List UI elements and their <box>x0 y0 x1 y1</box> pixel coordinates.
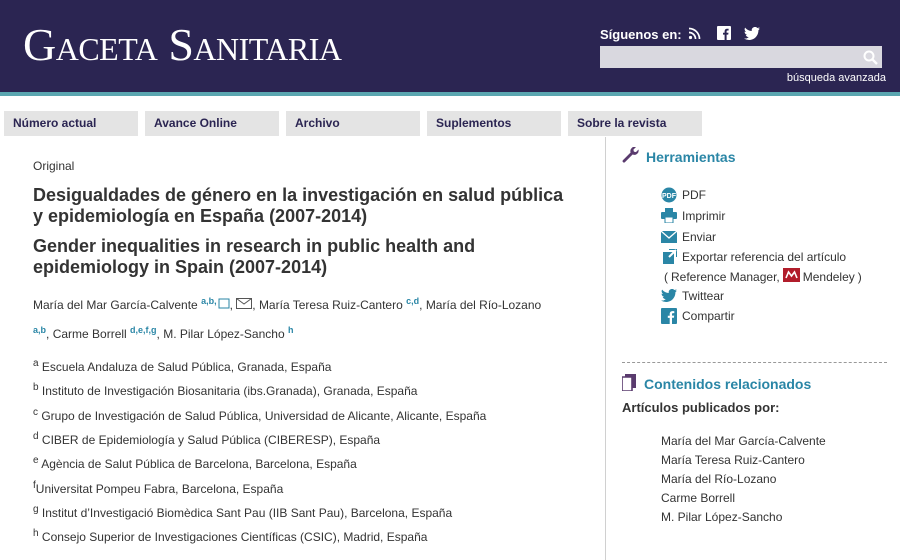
tool-twitter-label[interactable]: Twittear <box>682 288 725 303</box>
affiliation-letter: c <box>33 407 38 418</box>
author-affiliation-ref[interactable]: d,e,f,g <box>130 325 157 336</box>
related-heading <box>622 374 811 394</box>
affiliation-letter: f <box>33 480 36 491</box>
affiliation-text: Instituto de Investigación Biosanitaria (ibs.Granada), Granada, España <box>41 384 418 398</box>
article-title-english: Gender inequalities in research in public health and epidemiology in Spain (2007-2014) <box>33 236 476 277</box>
tool-twitter[interactable] <box>661 288 724 303</box>
nav-tab-about[interactable]: Sobre la revista <box>568 111 702 136</box>
affiliation-text: Universitat Pompeu Fabra, Barcelona, España <box>35 482 284 496</box>
mendeley-icon <box>783 268 800 285</box>
tool-send-label[interactable]: Enviar <box>682 229 717 244</box>
envelope-icon <box>661 229 677 244</box>
affiliation-letter: d <box>33 431 39 442</box>
related-author-link[interactable]: M. Pilar López-Sancho <box>661 510 783 524</box>
export-icon <box>661 249 677 264</box>
search-icon[interactable] <box>858 46 882 68</box>
author-name[interactable]: María del Mar García-Calvente <box>33 298 198 312</box>
header-stripe <box>0 92 900 96</box>
affiliation-item <box>33 407 486 423</box>
reference-managers <box>664 268 862 285</box>
affiliation-item <box>33 358 331 374</box>
document-icon <box>622 374 636 394</box>
article-section-type: Original <box>33 159 75 173</box>
affiliation-letter: b <box>33 382 39 393</box>
email-icon[interactable] <box>236 293 252 318</box>
tool-print[interactable] <box>661 208 725 223</box>
sidebar-divider <box>605 137 606 560</box>
svg-text:PDF: PDF <box>662 192 676 200</box>
tools-heading-text: Herramientas <box>646 148 736 165</box>
facebook-icon[interactable] <box>716 26 732 40</box>
tool-share[interactable] <box>661 308 735 323</box>
paren-open: ( <box>664 269 668 284</box>
tool-send[interactable] <box>661 229 716 244</box>
author-affiliation-ref[interactable]: a,b <box>33 325 47 336</box>
author-affiliation-ref[interactable]: h <box>287 325 294 336</box>
related-author-link[interactable]: Carme Borrell <box>661 491 736 505</box>
facebook-icon <box>661 308 677 323</box>
wrench-icon <box>622 147 640 166</box>
site-logo[interactable]: Gaceta Sanitaria <box>23 19 342 70</box>
correspondence-icon[interactable] <box>218 293 230 318</box>
tool-pdf-label[interactable]: PDF <box>682 187 706 202</box>
tool-print-label[interactable]: Imprimir <box>682 208 726 223</box>
affiliation-text: Escuela Andaluza de Salud Pública, Granada, España <box>41 360 332 374</box>
tool-pdf[interactable] <box>661 187 706 202</box>
follow-label: Síguenos en: <box>600 27 682 42</box>
affiliation-text: Consejo Superior de Investigaciones Científicas (CSIC), Madrid, España <box>41 530 428 544</box>
tool-export-reference[interactable] <box>661 249 846 264</box>
twitter-icon[interactable] <box>744 26 760 40</box>
affiliation-item <box>33 431 380 447</box>
reference-manager-link[interactable]: Reference Manager, <box>671 269 780 284</box>
nav-tab-online-first[interactable]: Avance Online <box>145 111 279 136</box>
search-input[interactable] <box>600 46 882 68</box>
affiliation-item <box>33 455 357 471</box>
article-title-spanish: Desigualdades de género en la investigación en salud pública y epidemiología en España (2007-2014) <box>33 185 564 226</box>
affiliation-item <box>33 504 452 520</box>
pdf-icon <box>661 187 677 202</box>
rss-icon[interactable] <box>686 26 702 40</box>
affiliation-text: CIBER de Epidemiología y Salud Pública (CIBERESP), España <box>41 433 381 447</box>
affiliation-letter: h <box>33 528 39 539</box>
related-author-link[interactable]: María del Río-Lozano <box>661 472 777 486</box>
nav-tab-archive[interactable]: Archivo <box>286 111 420 136</box>
site-header <box>0 0 900 92</box>
nav-tab-supplements[interactable]: Suplementos <box>427 111 561 136</box>
author-name[interactable]: María Teresa Ruiz-Cantero <box>258 298 403 312</box>
main-nav <box>4 111 704 136</box>
tools-heading <box>622 147 736 166</box>
mendeley-link[interactable]: Mendeley <box>802 269 855 284</box>
printer-icon <box>661 208 677 223</box>
affiliation-item <box>33 480 283 496</box>
affiliation-text: Grupo de Investigación de Salud Pública, Universidad de Alicante, Alicante, España <box>41 409 487 423</box>
affiliation-item <box>33 382 417 398</box>
affiliation-letter: g <box>33 504 39 515</box>
affiliation-item <box>33 528 427 544</box>
paren-close: ) <box>857 269 862 284</box>
author-name[interactable]: M. Pilar López-Sancho <box>163 327 285 342</box>
tool-share-label[interactable]: Compartir <box>682 308 735 323</box>
affiliation-text: Agència de Salut Pública de Barcelona, Barcelona, España <box>41 457 357 471</box>
affiliation-text: Institut d’Investigació Biomèdica Sant Pau (IIB Sant Pau), Barcelona, España <box>41 506 453 520</box>
affiliation-letter: a <box>33 358 39 369</box>
affiliation-letter: e <box>33 455 39 466</box>
author-name[interactable]: María del Río-Lozano <box>425 298 542 312</box>
sidebar-separator <box>622 362 887 363</box>
tool-export-label[interactable]: Exportar referencia del artículo <box>682 249 847 264</box>
twitter-icon <box>661 288 677 303</box>
related-author-link[interactable]: María Teresa Ruiz-Cantero <box>661 453 805 467</box>
related-heading-text: Contenidos relacionados <box>644 376 812 392</box>
published-by-label: Artículos publicados por: <box>622 400 780 415</box>
author-name[interactable]: Carme Borrell <box>52 327 127 342</box>
related-author-link[interactable]: María del Mar García-Calvente <box>661 434 826 448</box>
advanced-search-link[interactable]: búsqueda avanzada <box>786 72 886 84</box>
author-list: María del Mar García-Calvente $^{a,b,}$ , , María Teresa Ruiz-Cantero $^{c,d}$, María del Río-Lozano $^{a,b}$, Carme Borrell $^{d,e,f,g}$, M. Pilar López-Sancho $^h$ <box>33 289 543 347</box>
author-affiliation-ref[interactable]: c,d <box>406 296 420 306</box>
nav-tab-current-issue[interactable]: Número actual <box>4 111 138 136</box>
author-affiliation-ref[interactable]: a,b, <box>201 296 217 306</box>
